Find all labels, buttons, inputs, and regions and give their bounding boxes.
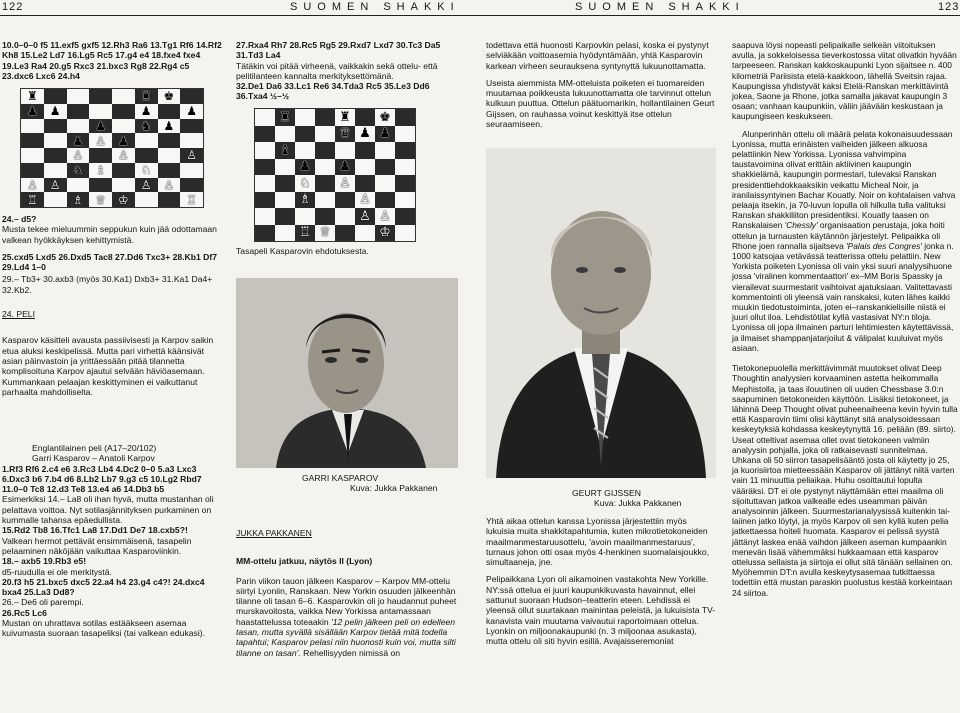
white-piece: ♙ bbox=[359, 208, 371, 224]
board-square bbox=[44, 178, 67, 193]
board-square bbox=[355, 225, 375, 242]
board-square bbox=[375, 142, 395, 159]
board-square bbox=[180, 119, 203, 134]
white-piece: ♘ bbox=[140, 163, 152, 178]
board-square bbox=[355, 126, 375, 143]
board-square bbox=[112, 133, 135, 148]
board-square bbox=[21, 192, 44, 207]
board-square bbox=[335, 208, 355, 225]
board-square bbox=[395, 175, 415, 192]
kasparov-portrait-image bbox=[236, 278, 458, 468]
white-piece: ♙ bbox=[186, 148, 197, 163]
black-piece: ♞ bbox=[140, 118, 152, 133]
black-piece: ♟ bbox=[26, 104, 38, 119]
kasparov-photo-caption bbox=[302, 473, 452, 494]
board-square bbox=[112, 89, 135, 104]
section-intro: Kasparov käsitteli avausta passiivisesti ja Karpov saikin etua aluksi keskipelissä. Mutta pari virhettä käänsivät asian päinvastoin ja yrittäessään pitää tilannetta komplisoituna Karpov ajautui selvään häviöasemaan. Kummankaan pelaajan keskittyminen ei vaikuttanut parhaalta mahdolliselta. bbox=[2, 335, 214, 397]
black-piece: ♜ bbox=[279, 109, 291, 125]
board-square bbox=[21, 104, 44, 119]
board-square bbox=[89, 192, 112, 207]
board-square bbox=[335, 225, 355, 242]
board-square bbox=[21, 89, 44, 104]
board-square bbox=[112, 192, 135, 207]
board-square bbox=[375, 208, 395, 225]
gijssen-caption-credit: Kuva: Jukka Pakkanen bbox=[594, 498, 682, 509]
board-square bbox=[295, 175, 315, 192]
board-square bbox=[375, 225, 395, 242]
col4-para-2a: Alunperinhän ottelu oli määrä pelata kokonaisuudessaan Lyonissa, mutta erinäisten vaiheiden jälkeen alkuosa pelattiinkin New Yorkissa. Lyonissa vahvimpina taustavoimina olivat erittäin aktiivinen kaupungin shakkielämä, kaupungin pormestari, tulevaksi Ranskan presidenttiehdokkaaksikin veikattu Micheal Noir, ja iranilaissyntyinen Bachar Kouatly. Noir on kohtalaisen vahva pelaaja itsekin, ja 70-luvun lopulla oli hilkulla tulla valituksi Ranskan shakkiliiton presidentiksi. Kouatly taasen on Ranskalaisen bbox=[732, 128, 956, 231]
white-piece: ♘ bbox=[72, 163, 84, 178]
board-square bbox=[295, 225, 315, 242]
board-square bbox=[275, 159, 295, 176]
column-1-top bbox=[2, 40, 222, 88]
game-opening: Englantilainen peli (A17–20/102) bbox=[32, 443, 157, 453]
board-square bbox=[395, 192, 415, 209]
white-piece: ♙ bbox=[49, 177, 61, 192]
black-piece: ♜ bbox=[140, 89, 152, 104]
moves-26: 26.Rc5 Lc6 bbox=[2, 607, 47, 618]
board-square bbox=[89, 178, 112, 193]
comment-26: Mustan on uhrattava sotilas estääkseen asemaa kuivumasta suoraan tasapeliksi (tai valkean edukasi). bbox=[2, 618, 206, 639]
right-running-title: SUOMEN SHAKKI bbox=[575, 1, 745, 13]
board-square bbox=[44, 119, 67, 134]
white-piece: ♗ bbox=[72, 192, 84, 207]
board-square bbox=[255, 225, 275, 242]
board-square bbox=[135, 89, 158, 104]
black-piece: ♟ bbox=[140, 104, 152, 119]
board-square bbox=[295, 142, 315, 159]
board-square bbox=[255, 159, 275, 176]
board-square bbox=[112, 119, 135, 134]
board-square bbox=[335, 142, 355, 159]
article-quote: '12 pelin jälkeen peli on edelleen tasan, mutta syvällä sisällään Karpov tietää mitä todella tapahtui; Kasparov pelasi niin huonosti kuin voi, mutta silti tilanne on tasan'. bbox=[236, 616, 456, 658]
black-piece: ♜ bbox=[339, 109, 351, 125]
black-piece: ♟ bbox=[49, 104, 61, 119]
board-square bbox=[67, 192, 90, 207]
white-piece: ♔ bbox=[117, 192, 129, 207]
white-piece: ♕ bbox=[95, 192, 106, 207]
black-piece: ♟ bbox=[299, 159, 311, 175]
board-square bbox=[395, 109, 415, 126]
board-square bbox=[112, 178, 135, 193]
board-square bbox=[112, 148, 135, 163]
board-square bbox=[295, 159, 315, 176]
board-square bbox=[158, 163, 181, 178]
board-square bbox=[315, 159, 335, 176]
board-square bbox=[275, 225, 295, 242]
board-square bbox=[67, 133, 90, 148]
comment-24: Musta tekee mieluummin seppukun kuin jää odottamaan valkean hyökkäyksen kehittymistä. bbox=[2, 224, 217, 245]
moves-27-31: 27.Rxa4 Rh7 28.Rc5 Rg5 29.Rxd7 Lxd7 30.Tc3 Da5 31.Td3 La4 bbox=[236, 40, 441, 61]
board-square bbox=[44, 133, 67, 148]
board-square bbox=[355, 175, 375, 192]
col4-para-1: saapuva löysi nopeasti pelipaikalle selkeän viitoituksen avulla, ja sokkeloisessa tieverkostossa viitat olivatkin hyvään tarpeeseen. Ranskan kakkoskaupunki Lyon sijaitsee n. 400 kilometriä Pariisista etelä-kaakkoon, lähellä Sveitsin rajaa. Kaupungissa yhdistyvät kaksi Etelä-Ranskan merkittävintä jokea, Saone ja Rhone, jotka samalla jakavat kaupungin 3 osaan; vanhaan kaupunkiin, väliin jäävään keskustaan ja kaupungiseen keskukseen. bbox=[732, 40, 957, 122]
white-piece: ♗ bbox=[299, 192, 311, 208]
gijssen-portrait-image bbox=[486, 148, 716, 478]
article-title: MM-ottelu jatkuu, näytös II (Lyon) bbox=[236, 556, 373, 567]
col3-para-4: Pelipaikkana Lyon oli aikamoinen vastakohta New Yorkille. NY:ssä ottelua ei juuri kaupunkikuvasta havainnut, ellei sattunut suoraan Hudson–teatterin eteen. Lehdissä ei yleensä ollut suurtakaan mainintaa peleistä, ja lukuisista TV-kanavista vain muutama vaivautui raportoimaan ottelua. Lyonkin on miljoonakaupunki (n. 3 miljoonaa asukasta), mutta ottelu oli siti hyvin esillä. Avajaisseremoniat bbox=[486, 574, 716, 647]
board-square bbox=[335, 175, 355, 192]
black-piece: ♟ bbox=[379, 126, 391, 142]
board-square bbox=[315, 175, 335, 192]
col4-palais: 'Palais des Congres' bbox=[846, 240, 922, 251]
comment-18: Valkean hermot pettävät ensimmäisenä, tasapelin pelaaminen näköjään vaikuttaa Kasparoviinkin. bbox=[2, 535, 192, 556]
board-square bbox=[315, 208, 335, 225]
board-square bbox=[112, 163, 135, 178]
board-square bbox=[375, 126, 395, 143]
col4-para-2c: jonka n. 1000 katsojaa vetävässä teatterissa ottelu pelattiin. New Yorkista poiketen Lyonissa oli vain yksi suuri analyysihuone jossa 'viralinen kommentaattori' ex–MM Boris Spassky ja vierailevat suurmestarit vaihtoivat ajatuksiaan. Valitettavasti kommentointi oli yleensä vain ranskaksi, kuten lähes kaikki muukin tiedotustoiminta, joten ei–ranskankielisille niistä ei juuri ollut iloa. Lehdistötilat kyllä vastasivat NY:n tiloja. Lyonissa oli jopa ilmainen parturi lehtimiesten käytettävissä, ja ilmaiset shamppanjatarjoilut & välipalat kuuluivat myös asiaan. bbox=[732, 240, 954, 353]
comment-14: Esimerkiksi 14.– La8 oli ihan hyvä, mutta mustanhan oli pelattava voittoa. Nyt sotilasjännityksen purkaminen on kummalle tahansa epäedullista. bbox=[2, 494, 214, 526]
board-square bbox=[135, 119, 158, 134]
board-square bbox=[180, 192, 203, 207]
left-running-title: SUOMEN SHAKKI bbox=[290, 1, 460, 13]
board-square bbox=[295, 208, 315, 225]
moves-1-14: 1.Rf3 Rf6 2.c4 e6 3.Rc3 Lb4 4.Dc2 0–0 5.a3 Lxc3 6.Dxc3 b6 7.b4 d6 8.Lb2 Lb7 9.g3 c5 10.Lg2 Rbd7 11.0–0 Tc8 12.d3 Te8 13.e4 a6 14.Db3 b5 bbox=[2, 463, 202, 495]
board-square bbox=[335, 192, 355, 209]
board-square bbox=[255, 208, 275, 225]
board-square bbox=[335, 159, 355, 176]
board-square bbox=[335, 109, 355, 126]
moves-intro: 10.0–0–0 f5 11.exf5 gxf5 12.Rh3 Ra6 13.Tg1 Rf6 14.Rf2 Kh8 15.Le2 Ld7 16.Lg5 Rc5 17.g4 e4 18.fxe4 fxe4 19.Le3 Ra4 20.g5 Rxc3 21.bxc3 Rg8 22.Rg4 c5 23.dxc6 Lxc6 24.h4 bbox=[2, 40, 222, 81]
board-square bbox=[67, 148, 90, 163]
black-piece: ♚ bbox=[379, 109, 391, 125]
board-square bbox=[158, 148, 181, 163]
comment-19: d5-ruudulla ei ole merkitystä. bbox=[2, 566, 112, 577]
board-square bbox=[21, 119, 44, 134]
board-square bbox=[315, 126, 335, 143]
board-square bbox=[67, 89, 90, 104]
board-square bbox=[275, 142, 295, 159]
board-square bbox=[275, 126, 295, 143]
white-piece: ♙ bbox=[26, 177, 38, 192]
article-text-a: Parin viikon tauon jälkeen Kasparov – Karpov MM-ottelu siirtyi Lyoniin, Ranskaan. New Yorkin osuuden jälkeenhän tilanne oli tasan 6–6. Kasparovkin oli jo haudannut puheet murskavoitosta, vaikka New Yorkissa antamassaan haastattelussa toteaakin bbox=[236, 575, 457, 627]
board-square bbox=[375, 192, 395, 209]
black-piece: ♟ bbox=[359, 126, 371, 142]
column-1-game bbox=[2, 443, 222, 639]
board-square bbox=[180, 163, 203, 178]
white-piece: ♖ bbox=[299, 225, 311, 241]
board-square bbox=[44, 148, 67, 163]
board-square bbox=[295, 192, 315, 209]
photo-geurt-gijssen bbox=[486, 148, 716, 478]
col4-chessly: 'Chessly' bbox=[784, 220, 818, 231]
board-square bbox=[375, 159, 395, 176]
black-piece: ♟ bbox=[117, 133, 129, 148]
board-square bbox=[158, 178, 181, 193]
col3-para-3: Yhtä aikaa ottelun kanssa Lyonissa järjestettiin myös lukuisia muita shakkitapahtumia, kuten mikrotietokoneiden maailmanmestaruusottelu, 'avoin maailmanmestaruus', turnaus johon otti osaa myös 4-henkinen suomalaisjoukko, simultaaneja, jne. bbox=[486, 516, 710, 568]
board-square bbox=[44, 192, 67, 207]
board-square bbox=[21, 133, 44, 148]
board-square bbox=[355, 208, 375, 225]
board-square bbox=[355, 142, 375, 159]
white-piece: ♙ bbox=[379, 208, 391, 224]
board-square bbox=[315, 192, 335, 209]
board-square bbox=[395, 208, 415, 225]
moves-25: 25.cxd5 Lxd5 26.Dxd5 Tac8 27.Dd6 Txc3+ 28.Kb1 Df7 29.Ld4 1–0 bbox=[2, 251, 218, 273]
photo-garri-kasparov bbox=[236, 278, 458, 468]
board-square bbox=[112, 104, 135, 119]
section-title-game-24: 24. PELI bbox=[2, 309, 35, 320]
board-square bbox=[180, 104, 203, 119]
board-square bbox=[295, 126, 315, 143]
column-2-article bbox=[236, 528, 458, 658]
game-players: Garri Kasparov – Anatoli Karpov bbox=[32, 453, 155, 464]
board-square bbox=[89, 104, 112, 119]
header-rule bbox=[0, 15, 960, 16]
white-piece: ♙ bbox=[339, 175, 351, 191]
board-square bbox=[44, 104, 67, 119]
board-square bbox=[21, 178, 44, 193]
board-square bbox=[67, 178, 90, 193]
board-square bbox=[355, 159, 375, 176]
comment-25: 26.– De6 oli parempi. bbox=[2, 597, 84, 608]
article-text-b: Rehellisyyden nimissä on bbox=[300, 647, 401, 658]
board-square bbox=[255, 126, 275, 143]
variation-29: 29.– Tb3+ 30.axb3 (myös 30.Ka1) Dxb3+ 31.Ka1 Da4+ 32.Kb2. bbox=[2, 274, 213, 295]
board-square bbox=[158, 192, 181, 207]
column-2-top bbox=[236, 40, 458, 109]
black-piece: ♛ bbox=[339, 126, 351, 142]
board-square bbox=[158, 133, 181, 148]
col3-para-1: todettava että huonosti Karpovkin pelasi, koska ei pystynyt selviäkään voittoasemia hyödyntämään, yhtä Kasparovin karkean virheen seurauksena syntynyttä lukuunottamatta. bbox=[486, 40, 709, 71]
board-square bbox=[295, 109, 315, 126]
board-square bbox=[89, 89, 112, 104]
article-intro bbox=[236, 576, 458, 658]
comment-31: Tätäkin voi pitää virheenä, vaikkakin sekä ottelu- että pelitilanteen kannalta merkityksettömänä. bbox=[236, 60, 438, 81]
white-piece: ♕ bbox=[319, 225, 331, 241]
board-square bbox=[255, 109, 275, 126]
gijssen-photo-caption bbox=[572, 488, 712, 509]
moves-32-36: 32.De1 Da6 33.Lc1 Re6 34.Tda3 Rc5 35.Le3 Dd6 36.Txa4 ½–½ bbox=[236, 81, 430, 102]
page-header bbox=[0, 0, 960, 16]
board-square bbox=[44, 89, 67, 104]
column-3-bottom bbox=[486, 516, 716, 654]
board-square bbox=[395, 142, 415, 159]
board-square bbox=[180, 89, 203, 104]
white-piece: ♖ bbox=[186, 192, 197, 207]
board-square bbox=[395, 159, 415, 176]
black-piece: ♝ bbox=[279, 142, 291, 158]
board-square bbox=[275, 192, 295, 209]
gijssen-caption-name: GEURT GIJSSEN bbox=[572, 488, 641, 498]
black-piece: ♟ bbox=[95, 118, 106, 133]
board-square bbox=[89, 133, 112, 148]
board-square bbox=[158, 119, 181, 134]
board-square bbox=[335, 126, 355, 143]
board-square bbox=[135, 133, 158, 148]
white-piece: ♙ bbox=[359, 192, 371, 208]
board-square bbox=[135, 192, 158, 207]
moves-20-25: 20.f3 h5 21.bxc5 dxc5 22.a4 h4 23.g4 c4?! 24.dxc4 bxa4 25.La3 Dd8? bbox=[2, 576, 205, 598]
board-square bbox=[180, 133, 203, 148]
byline: JUKKA PAKKANEN bbox=[236, 528, 312, 538]
col3-para-2: Useista aiemmista MM-otteluista poiketen ei tuomareiden muutamaa poikkeusta lukuunottamatta ole tarvinnut ottelun kulkuun puuttua. Ottelun päätuomarikin, hollantilainen Geurt Gijssen, on rauhassa voinut keskittyä itse ottelun seuraamiseen. bbox=[486, 77, 715, 130]
black-piece: ♟ bbox=[339, 159, 351, 175]
board-square bbox=[255, 175, 275, 192]
board-square bbox=[180, 148, 203, 163]
board-square bbox=[275, 175, 295, 192]
black-piece: ♟ bbox=[72, 133, 84, 148]
diagram-2-caption: Tasapeli Kasparovin ehdotuksesta. bbox=[236, 246, 369, 256]
white-piece: ♙ bbox=[72, 148, 84, 163]
board-square bbox=[375, 175, 395, 192]
board-square bbox=[180, 178, 203, 193]
board-square bbox=[395, 225, 415, 242]
moves-15-18: 15.Rd2 Tb8 16.Tfc1 La8 17.Dd1 De7 18.cxb5?! bbox=[2, 525, 188, 536]
board-square bbox=[375, 109, 395, 126]
white-piece: ♙ bbox=[95, 133, 106, 148]
white-piece: ♙ bbox=[140, 177, 152, 192]
col4-para-2 bbox=[732, 129, 958, 353]
board-square bbox=[135, 178, 158, 193]
white-piece: ♙ bbox=[163, 177, 175, 192]
board-square bbox=[158, 89, 181, 104]
board-square bbox=[135, 104, 158, 119]
column-3-top bbox=[486, 40, 716, 136]
board-square bbox=[135, 163, 158, 178]
column-4 bbox=[732, 40, 958, 605]
board-square bbox=[89, 163, 112, 178]
board-square bbox=[158, 104, 181, 119]
board-square bbox=[21, 163, 44, 178]
black-piece: ♚ bbox=[163, 89, 175, 104]
board-square bbox=[89, 148, 112, 163]
left-page-number: 122 bbox=[2, 1, 24, 13]
chess-diagram-2 bbox=[254, 108, 416, 242]
move-24: 24.– d5? bbox=[2, 214, 37, 224]
board-square bbox=[395, 126, 415, 143]
board-square bbox=[89, 119, 112, 134]
board-square bbox=[255, 142, 275, 159]
white-piece: ♙ bbox=[117, 148, 129, 163]
board-square bbox=[44, 163, 67, 178]
moves-18-19: 18.– axb5 19.Rb3 e5! bbox=[2, 556, 87, 567]
black-piece: ♟ bbox=[186, 104, 197, 119]
board-square bbox=[315, 109, 335, 126]
board-square bbox=[275, 109, 295, 126]
board-square bbox=[67, 163, 90, 178]
board-square bbox=[355, 109, 375, 126]
white-piece: ♗ bbox=[95, 163, 106, 178]
board-square bbox=[67, 104, 90, 119]
board-square bbox=[255, 192, 275, 209]
kasparov-caption-name: GARRI KASPAROV bbox=[302, 473, 379, 483]
board-square bbox=[275, 208, 295, 225]
col4-para-2b: organisaation perustaja, joka hoiti ottelun ja turnausten käytännön järjestelyt. Pelipaikka oli Rhone joen rannalla sijaitseva bbox=[732, 220, 945, 251]
column-1-annotations bbox=[2, 214, 222, 404]
white-piece: ♔ bbox=[379, 225, 391, 241]
board-square bbox=[21, 148, 44, 163]
right-page-number: 123 bbox=[938, 1, 960, 13]
col4-para-3: Tietokonepuolella merkittävimmät muutokset olivat Deep Thoughtin analyysien korvaaminen astetta heikommalla Mephistolla, ja taas ilouutinen oli uuden Chessbase 3.0:n saapuminen tietokoneiden käyttöön. Lisäksi tietokoneet, ja lähinnä Deep Thought olivat puheenaiheena kevin hyvin tulla että Kasparovin tiimi olisi käyttänyt sitä analysoidessaan keskeytyksiä kohdassa keskeytynyttä 16. peliään (89. siirto). Useat otteltivat asemaa ollet ovat tietokoneen valmiin analyysin pohjalla, joka oli ratkaisevasti sunnitelmaa. Uhkana oli 50 siirron tasapelisääntö josta oli käytetty jo 25, ja kuorisiirtoa mietteessään Kasparov oli jättänyt niitä varten vain 11 minuuttia peliaikaa. Huhu osoittautui lopulta vääräksi. DT ei ole pystynyt näyttämään ettei maailma oli sijoituttavan jatkoa valkealle edes useamman päivän analysoinnin jälkeen. Suurmestarianalyysissä kuitenkin tailaiinen jatko löytyi, ja myös Karpov oli sen kyllä kuten pelia jatkettaessa hoiteli huomata. Kasparov ei pelissä syystä jättänyt laskea enää vaihdon jälkeen aseman kumpaankin menevän lisää vähemmäksi hukkaamaan että kasparov ottelussa sellaista ja siirtoja ei ollut sitä tänään sellainen on. Myöhemmin DT:n avulla keskeytysasemaa tutkittaessa todettiin että mustan paraskin puolustus kestää korkeintaan 24 siirtoa. bbox=[732, 363, 958, 598]
chess-diagram-1 bbox=[20, 88, 204, 208]
board-square bbox=[355, 192, 375, 209]
white-piece: ♘ bbox=[299, 175, 311, 191]
black-piece: ♜ bbox=[26, 89, 38, 104]
board-square bbox=[135, 148, 158, 163]
kasparov-caption-credit: Kuva: Jukka Pakkanen bbox=[350, 483, 438, 494]
board-square bbox=[315, 225, 335, 242]
board-square bbox=[315, 142, 335, 159]
black-piece: ♟ bbox=[163, 118, 175, 133]
white-piece: ♖ bbox=[26, 192, 38, 207]
board-square bbox=[67, 119, 90, 134]
